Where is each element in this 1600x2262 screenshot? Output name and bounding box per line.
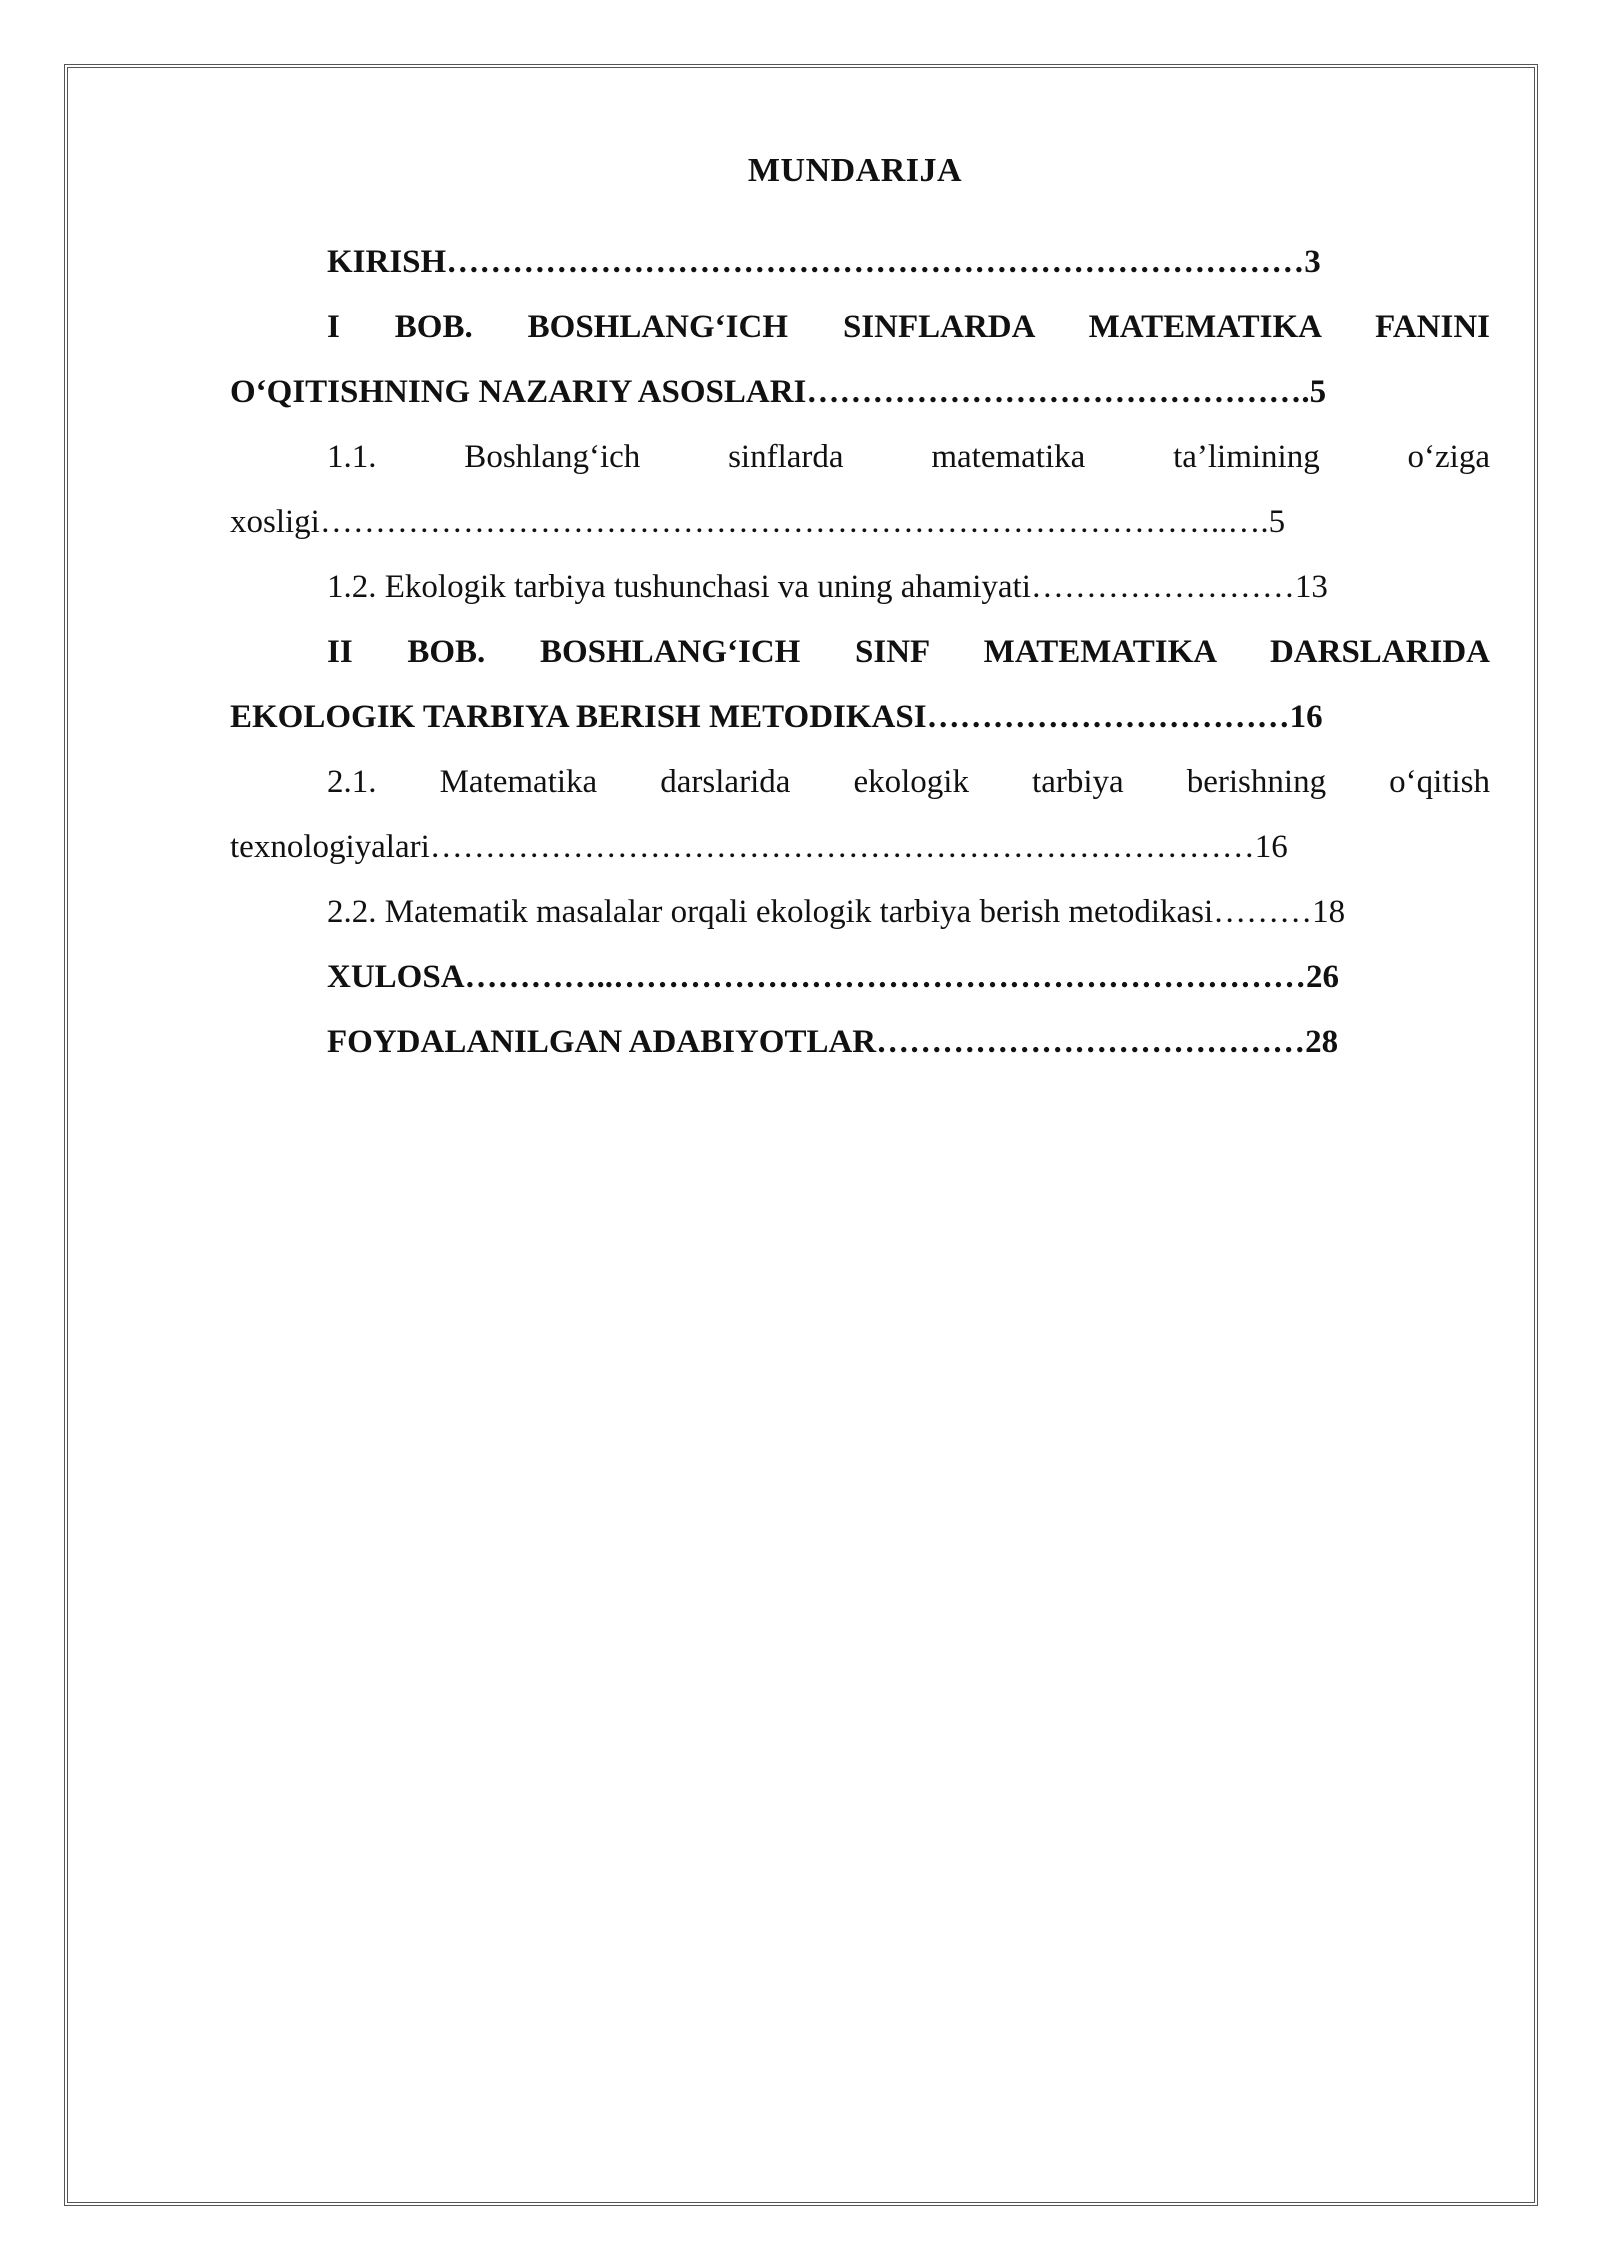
toc-entry-section-2-1[interactable] [230, 750, 1490, 880]
toc-entry-xulosa[interactable]: XULOSA…………..………………………………………………………26 [327, 959, 1340, 995]
page-title: MUNDARIJA [747, 152, 963, 189]
toc-entry-section-1-2[interactable]: 1.2. Ekologik tarbiya tushunchasi va uning ahamiyati……………………13 [327, 569, 1328, 605]
toc-entry-section-1-1-line-2: xosligi………………………………………………………………………..….5 [230, 504, 1286, 540]
toc-entry-section-1-1-line-1: 1.1. Boshlang‘ich sinflarda matematika ta’limining o‘ziga [327, 439, 1490, 475]
toc-entry-section-2-1-line-1: 2.1. Matematika darslarida ekologik tarbiya berishning o‘qitish [327, 764, 1490, 800]
toc-entry-section-2-2[interactable]: 2.2. Matematik masalalar orqali ekologik tarbiya berish metodikasi………18 [327, 894, 1346, 930]
toc-entry-section-2-1-line-2: texnologiyalari…………………………………………………………………16 [230, 829, 1288, 865]
toc-entry-chapter-1[interactable] [230, 295, 1490, 425]
toc-entry-bibliography[interactable]: FOYDALANILGAN ADABIYOTLAR…………………………………28 [327, 1024, 1339, 1060]
toc-entry-chapter-2[interactable] [230, 620, 1490, 750]
toc-entry-kirish[interactable]: KIRISH……………………………………………………………………3 [327, 244, 1321, 280]
toc-entry-chapter-2-line-1: II BOB. BOSHLANG‘ICH SINF MATEMATIKA DARSLARIDA [327, 634, 1490, 670]
toc-entry-chapter-2-line-2: EKOLOGIK TARBIYA BERISH METODIKASI……………………………16 [230, 699, 1323, 735]
toc-entry-chapter-1-line-2: O‘QITISHNING NAZARIY ASOSLARI……………………………………….5 [230, 374, 1327, 410]
toc-entry-section-1-1[interactable] [230, 425, 1490, 555]
table-of-contents [230, 230, 1490, 1075]
toc-entry-chapter-1-line-1: I BOB. BOSHLANG‘ICH SINFLARDA MATEMATIKA FANINI [327, 309, 1490, 345]
